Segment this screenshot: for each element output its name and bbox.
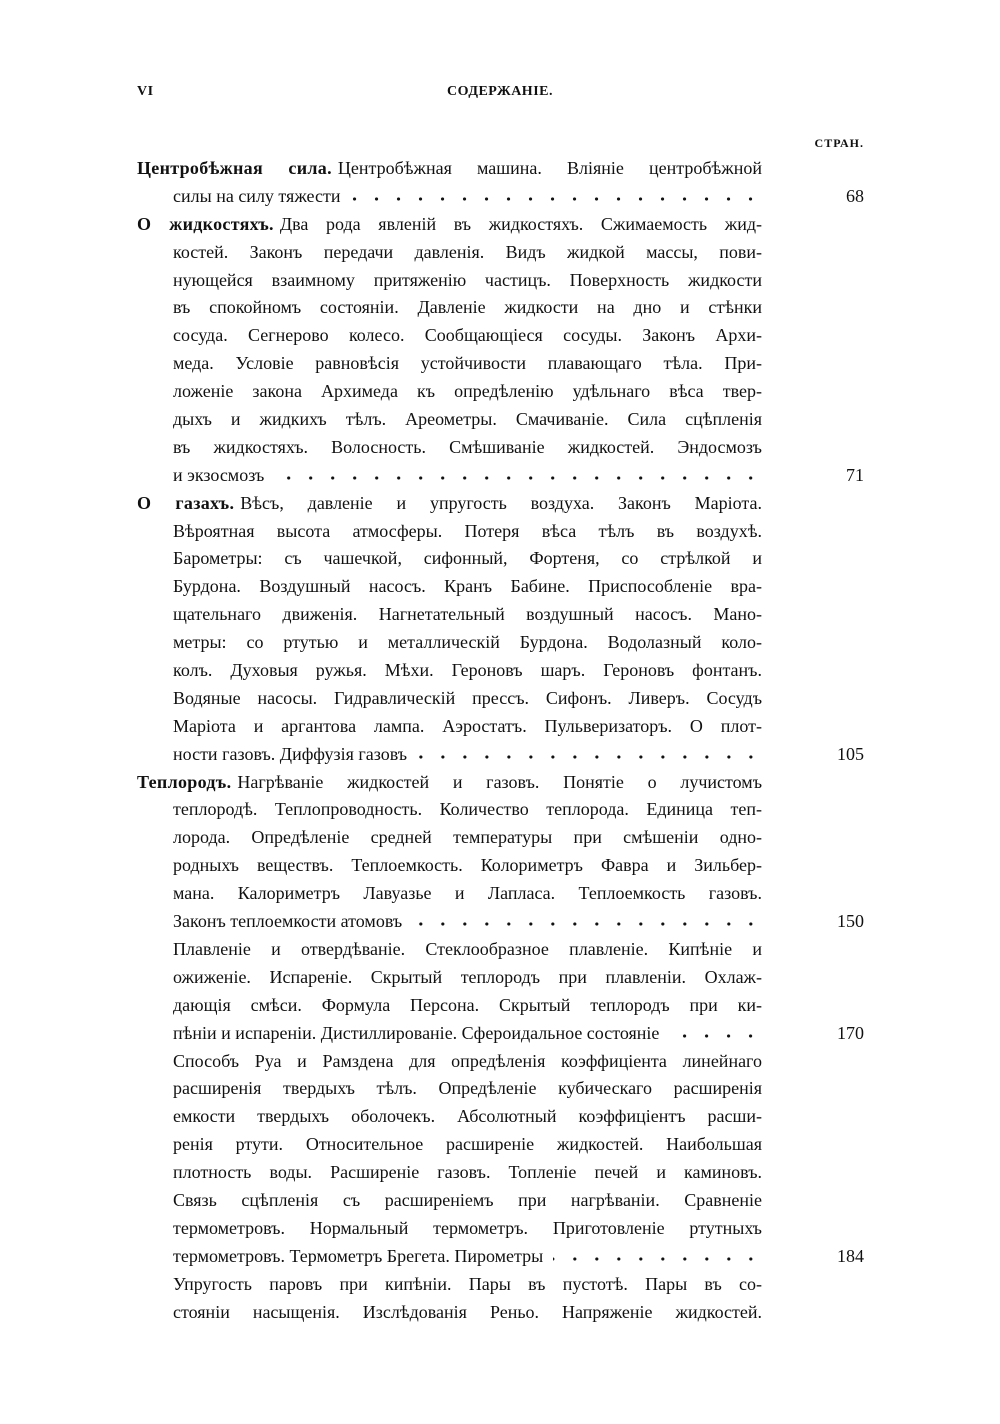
toc-line-body (173, 716, 762, 737)
toc-line (137, 1023, 864, 1051)
toc-section-heading: Теплородъ. (137, 771, 232, 792)
toc-line (137, 1302, 864, 1330)
toc-line-body (173, 604, 762, 625)
toc-line-body (137, 493, 762, 514)
toc-line (137, 576, 864, 604)
toc-line (137, 1218, 864, 1246)
page-number: VI (137, 84, 154, 99)
toc-entry-text: въ спокойномъ состояніи. Давленіе жидкости на дно и стѣнки (173, 297, 762, 318)
toc-line-text (173, 521, 762, 542)
toc-entry-text: Центробѣжная машина. Вліяніе центробѣжной (337, 158, 762, 178)
toc-line-body (173, 409, 762, 430)
dot-leader (350, 196, 762, 202)
toc-entry-text: ложеніе закона Архимеда къ опредѣленію удѣльнаго вѣса твер- (173, 381, 762, 402)
toc-entry-text: костей. Законъ передачи давленія. Видъ жидкой массы, пови- (173, 241, 762, 262)
toc-line-body (137, 772, 762, 793)
toc-entry-text: термометровъ. Термометръ Брегета. Пирометры (173, 1245, 544, 1266)
dot-leader (417, 754, 762, 760)
toc-line (137, 409, 864, 437)
toc-line-text (173, 1051, 762, 1072)
toc-entry-text: Бурдона. Воздушный насосъ. Кранъ Бабине. Приспособленіе вра- (173, 576, 762, 597)
toc-line-body (173, 1051, 762, 1072)
toc-entry-text: Маріота и аргантова лампа. Аэростатъ. Пульверизаторъ. О плот- (173, 715, 762, 736)
toc-line-text (173, 1302, 762, 1323)
toc-entry-text: сосуда. Сегнерово колесо. Сообщающіеся сосуды. Законъ Архи- (173, 325, 762, 346)
toc-line-text (173, 632, 762, 653)
toc-line-body (173, 437, 762, 458)
toc-line (137, 158, 864, 186)
toc-entry-text: Плавленіе и отвердѣваніе. Стеклообразное плавленіе. Кипѣніе и (173, 938, 762, 959)
toc-page-number: 170 (837, 1022, 864, 1043)
toc-line (137, 772, 864, 800)
toc-entry-text: мана. Калориметръ Лавуазье и Лапласа. Теплоемкость газовъ. (173, 883, 762, 904)
toc-section-heading: О газахъ. (137, 492, 235, 513)
toc-line (137, 381, 864, 409)
toc-line-body (173, 1078, 762, 1099)
toc-line (137, 548, 864, 576)
toc-line-body (173, 297, 762, 318)
toc-entry-text: стояніи насыщенія. Изслѣдованія Реньо. Напряженіе жидкостей. (173, 1301, 762, 1322)
toc-line (137, 1051, 864, 1079)
toc-line-text (173, 1106, 762, 1127)
toc-line-text (173, 1246, 543, 1267)
toc-line (137, 855, 864, 883)
toc-line-body (173, 242, 762, 263)
toc-line (137, 827, 864, 855)
toc-section-heading: О жидкостяхъ. (137, 213, 274, 234)
toc-line (137, 437, 864, 465)
toc-entry-text: плотность воды. Расширеніе газовъ. Топленіе печей и каминовъ. (173, 1162, 762, 1183)
toc-entry-text: меда. Условіе равновѣсія устойчивости плавающаго тѣла. При- (173, 353, 762, 374)
toc-entry-text: теплородѣ. Теплопроводность. Количество теплорода. Единица теп- (173, 799, 762, 820)
toc-line-text (173, 688, 762, 709)
toc-line-text (173, 827, 762, 848)
toc-page-number: 105 (837, 743, 864, 764)
toc-entry-text: дающія смѣси. Формула Персона. Скрытый теплородъ при ки- (173, 994, 762, 1015)
toc-line-text (173, 744, 407, 765)
toc-page-number: 184 (837, 1245, 864, 1266)
toc-section-heading: Центробѣжная сила. (137, 158, 332, 178)
toc-entry-text: лорода. Опредѣленіе средней температуры при смѣшеніи одно- (173, 827, 762, 848)
toc-line (137, 660, 864, 688)
toc-entry-text: термометровъ. Нормальный термометръ. Приготовленіе ртутныхъ (173, 1217, 762, 1238)
toc-line-text (137, 158, 762, 179)
toc-line (137, 353, 864, 381)
toc-line (137, 744, 864, 772)
toc-page-number: 68 (846, 185, 864, 206)
toc-line (137, 270, 864, 298)
toc-line-text (173, 604, 762, 625)
toc-entry-text: нующейся взаимному притяженію частицъ. Поверхность жидкости (173, 269, 762, 290)
toc-line-body (173, 1162, 762, 1183)
toc-line-body (137, 214, 762, 235)
toc-line-body (173, 1218, 762, 1239)
toc-entry-text: Упругость паровъ при кипѣніи. Пары въ пустотѣ. Пары въ со- (173, 1273, 762, 1294)
toc-line-body (173, 576, 762, 597)
toc-line-body (173, 827, 762, 848)
toc-line-body (173, 1190, 762, 1211)
toc-line-body (173, 1134, 762, 1155)
toc-line-text (173, 1023, 659, 1044)
toc-line (137, 521, 864, 549)
toc-line-text (173, 1274, 762, 1295)
toc-line-body (173, 521, 762, 542)
toc-line-body (173, 353, 762, 374)
toc-line-body (173, 799, 762, 820)
toc-line-body (173, 270, 762, 291)
toc-line (137, 604, 864, 632)
toc-line (137, 716, 864, 744)
toc-line (137, 688, 864, 716)
toc-line-text (173, 1162, 762, 1183)
toc-line-text (173, 995, 762, 1016)
toc-line (137, 1134, 864, 1162)
toc-line-text (173, 799, 762, 820)
toc-line-body (173, 1246, 762, 1267)
toc-line-text (173, 381, 762, 402)
toc-line-text (173, 911, 402, 932)
toc-line (137, 967, 864, 995)
toc-line-body (173, 632, 762, 653)
toc-entry-text: ности газовъ. Диффузія газовъ (173, 743, 408, 764)
toc-line-body (173, 186, 762, 207)
toc-line (137, 1274, 864, 1302)
toc-entry-text: Два рода явленій въ жидкостяхъ. Сжимаемость жид- (279, 213, 762, 234)
toc-entry-text: щательнаго движенія. Нагнетательный воздушный насосъ. Мано- (173, 604, 762, 625)
toc-line-body (173, 1302, 762, 1323)
toc-entry-text: метры: со ртутью и металлическій Бурдона. Водолазный коло- (173, 632, 762, 653)
toc-line-body (173, 548, 762, 569)
toc-entry-text: дыхъ и жидкихъ тѣлъ. Ареометры. Смачиваніе. Сила сцѣпленія (173, 409, 762, 430)
toc-line-body (173, 1106, 762, 1127)
toc-entry-text: Нагрѣваніе жидкостей и газовъ. Понятіе о лучистомъ (237, 771, 762, 792)
toc-line-text (173, 353, 762, 374)
toc-line (137, 186, 864, 214)
toc-entry-text: колъ. Духовыя ружья. Мѣхи. Героновъ шаръ. Героновъ фонтанъ. (173, 660, 762, 681)
toc-line-body (173, 744, 762, 765)
toc-line (137, 911, 864, 939)
toc-entry-text: расширенія твердыхъ тѣлъ. Опредѣленіе кубическаго расширенія (173, 1078, 762, 1099)
toc-entry-text: и экзосмозъ (173, 464, 265, 485)
toc-line (137, 1106, 864, 1134)
toc-line-text (173, 465, 264, 486)
toc-line-text (137, 214, 762, 235)
toc-line (137, 1078, 864, 1106)
toc-entry-text: Барометры: съ чашечкой, сифонный, Фортеня, со стрѣлкой и (173, 548, 762, 569)
toc-line (137, 799, 864, 827)
toc-line-text (173, 548, 762, 569)
toc-line (137, 632, 864, 660)
page-title: СОДЕРЖАНІЕ. (447, 84, 553, 99)
toc-line-text (173, 855, 762, 876)
toc-line-text (173, 660, 762, 681)
toc-entry-text: Вѣроятная высота атмосферы. Потеря вѣса тѣлъ въ воздухѣ. (173, 520, 762, 541)
toc-line-text (173, 1134, 762, 1155)
toc-line-text (173, 576, 762, 597)
toc-entry-text: силы на силу тяжести (173, 185, 341, 206)
toc-line (137, 214, 864, 242)
toc-line (137, 297, 864, 325)
toc-entry-text: Способъ Руа и Рамздена для опредѣленія коэффиціента линейнаго (173, 1050, 762, 1071)
toc-page-number: 71 (846, 464, 864, 485)
toc-entry-text: Вѣсъ, давленіе и упругость воздуха. Законъ Маріота. (240, 492, 762, 513)
toc-entry-text: родныхъ веществъ. Теплоемкость. Колориметръ Фавра и Зильбер- (173, 855, 762, 876)
toc-line-body (173, 995, 762, 1016)
toc-line-text (173, 1218, 762, 1239)
toc-line-text (173, 242, 762, 263)
toc-line-body (173, 1274, 762, 1295)
toc-line (137, 1246, 864, 1274)
toc-line-body (173, 381, 762, 402)
toc-line-text (173, 409, 762, 430)
dot-leader (669, 1033, 762, 1039)
toc-line-text (173, 437, 762, 458)
toc-line-text (173, 186, 340, 207)
page-column-label: СТРАН. (814, 136, 864, 150)
toc-line-text (173, 939, 762, 960)
toc-entry-text: въ жидкостяхъ. Волосность. Смѣшиваніе жидкостей. Эндосмозъ (173, 436, 762, 457)
toc-entry-text: емкости твердыхъ оболочекъ. Абсолютный коэффиціентъ расши- (173, 1106, 762, 1127)
toc-line-text (173, 967, 762, 988)
toc-line-body (173, 465, 762, 486)
toc-line-text (173, 325, 762, 346)
toc-line-body (173, 855, 762, 876)
toc-line-text (173, 716, 762, 737)
toc-line-text (173, 1190, 762, 1211)
toc-line-body (173, 883, 762, 904)
toc-line (137, 465, 864, 493)
toc-line-text (173, 270, 762, 291)
toc-line (137, 939, 864, 967)
toc-line-body (173, 688, 762, 709)
toc-entry-text: Законъ теплоемкости атомовъ (173, 911, 403, 932)
toc-entry-text: Связь сцѣпленія съ расширеніемъ при нагрѣваніи. Сравненіе (173, 1189, 762, 1210)
toc-page-number: 150 (837, 911, 864, 932)
toc-line-text (173, 883, 762, 904)
toc-line-body (173, 939, 762, 960)
toc-line (137, 325, 864, 353)
toc-line-body (173, 325, 762, 346)
toc-line-text (173, 1078, 762, 1099)
dot-leader (553, 1256, 762, 1262)
toc-line (137, 995, 864, 1023)
toc-line-body (137, 158, 762, 179)
toc-line (137, 1162, 864, 1190)
toc-line-text (173, 297, 762, 318)
toc-entry-text: пѣніи и испареніи. Дистиллированіе. Сфероидальное состояніе (173, 1022, 660, 1043)
toc-line (137, 883, 864, 911)
toc-line (137, 493, 864, 521)
toc-line-body (173, 911, 762, 932)
toc-line (137, 1190, 864, 1218)
toc-line-text (137, 493, 762, 514)
toc-line-body (173, 1023, 762, 1044)
dot-leader (412, 921, 762, 927)
toc-line-body (173, 967, 762, 988)
toc-line-text (137, 772, 762, 793)
toc-entry-text: ренія ртути. Относительное расширеніе жидкостей. Наибольшая (173, 1134, 762, 1155)
toc-line-body (173, 660, 762, 681)
dot-leader (274, 475, 762, 481)
table-of-contents (137, 158, 864, 1329)
toc-entry-text: Водяные насосы. Гидравлическій прессъ. Сифонъ. Ливеръ. Сосудъ (173, 687, 762, 708)
toc-line (137, 242, 864, 270)
toc-entry-text: ожиженіе. Испареніе. Скрытый теплородъ при плавленіи. Охлаж- (173, 966, 762, 987)
